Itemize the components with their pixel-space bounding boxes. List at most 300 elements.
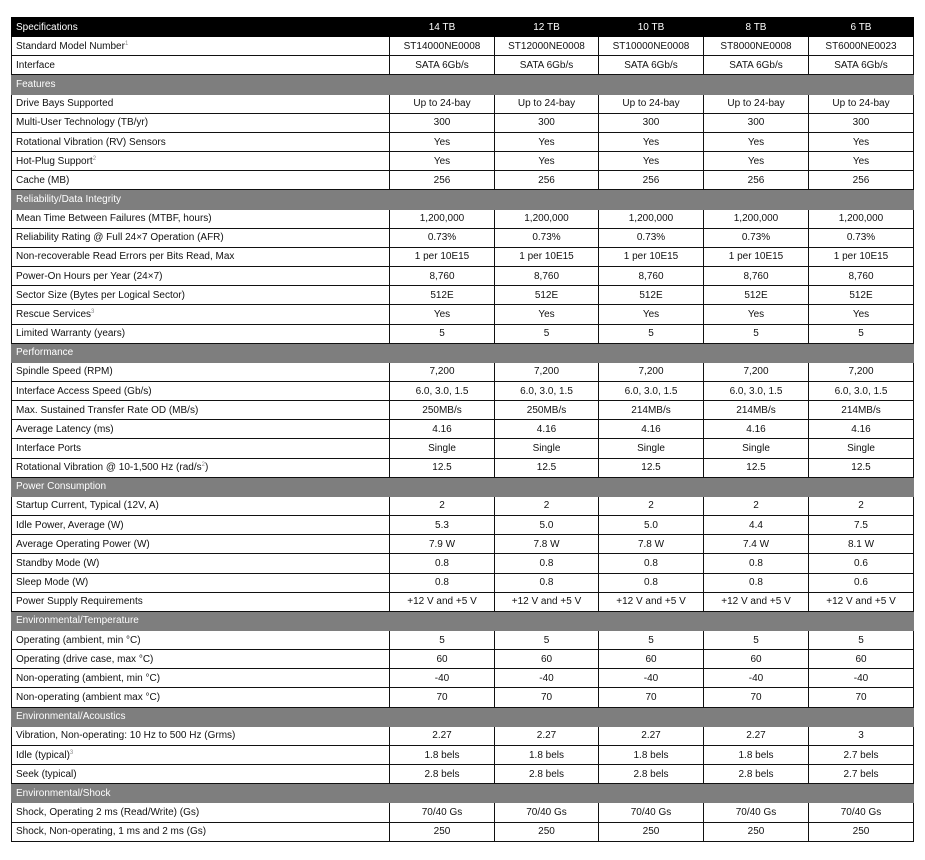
section-title: Features: [12, 75, 390, 94]
spec-value: 214MB/s: [704, 401, 809, 420]
spec-value: -40: [390, 669, 495, 688]
spec-value: +12 V and +5 V: [390, 592, 495, 611]
spec-value: 12.5: [704, 458, 809, 477]
spec-value: Single: [599, 439, 704, 458]
section-spacer: [809, 611, 914, 630]
spec-row: [12, 496, 914, 515]
section-spacer: [599, 707, 704, 726]
spec-label: Power-On Hours per Year (24×7): [16, 270, 163, 282]
spec-value: ST8000NE0008: [704, 37, 809, 56]
spec-row: [12, 765, 914, 784]
spec-value: SATA 6Gb/s: [704, 56, 809, 75]
spec-label-cell: [12, 113, 390, 132]
spec-label: Non-operating (ambient, min °C): [16, 672, 161, 684]
section-spacer: [704, 611, 809, 630]
spec-value: -40: [495, 669, 599, 688]
spec-label-cell: [12, 765, 390, 784]
section-spacer: [704, 707, 809, 726]
spec-label: Vibration, Non-operating: 10 Hz to 500 Hz (Grms): [16, 730, 236, 742]
spec-value: 70: [809, 688, 914, 707]
spec-value: 250MB/s: [495, 401, 599, 420]
spec-value: 5: [704, 324, 809, 343]
spec-table: [11, 17, 914, 842]
spec-value: 0.73%: [704, 228, 809, 247]
spec-label-cell: [12, 132, 390, 151]
section-spacer: [495, 477, 599, 496]
spec-value: Up to 24-bay: [809, 94, 914, 113]
section-spacer: [390, 75, 495, 94]
spec-value: Yes: [809, 132, 914, 151]
section-spacer: [809, 75, 914, 94]
spec-label: Average Operating Power (W): [16, 538, 150, 550]
spec-value: 6.0, 3.0, 1.5: [390, 381, 495, 400]
spec-value: 3: [809, 726, 914, 745]
spec-value: 1,200,000: [390, 209, 495, 228]
spec-label-cell: [12, 171, 390, 190]
spec-label-cell: [12, 228, 390, 247]
spec-row: [12, 803, 914, 822]
spec-value: 0.73%: [390, 228, 495, 247]
spec-value: 0.8: [495, 554, 599, 573]
section-row: [12, 611, 914, 630]
spec-value: Single: [809, 439, 914, 458]
spec-value: 512E: [495, 286, 599, 305]
spec-value: ST6000NE0023: [809, 37, 914, 56]
spec-label: Idle (typical): [16, 749, 70, 761]
spec-row: [12, 631, 914, 650]
spec-value: 2.7 bels: [809, 765, 914, 784]
spec-label: Drive Bays Supported: [16, 98, 114, 110]
spec-row: [12, 401, 914, 420]
spec-value: 5: [495, 324, 599, 343]
spec-value: 0.8: [495, 573, 599, 592]
spec-value: 12.5: [390, 458, 495, 477]
spec-value: 5: [809, 631, 914, 650]
spec-value: 2.27: [495, 726, 599, 745]
spec-value: 5: [495, 631, 599, 650]
spec-row: [12, 726, 914, 745]
spec-value: 5: [809, 324, 914, 343]
spec-value: 300: [390, 113, 495, 132]
spec-value: 512E: [390, 286, 495, 305]
spec-value: 8,760: [495, 267, 599, 286]
spec-label-cell: [12, 592, 390, 611]
spec-value: Yes: [495, 132, 599, 151]
spec-label-cell: [12, 458, 390, 477]
spec-value: 2.7 bels: [809, 745, 914, 764]
section-row: [12, 190, 914, 209]
spec-value: 4.16: [599, 420, 704, 439]
spec-value: +12 V and +5 V: [599, 592, 704, 611]
footnote-marker: 3: [91, 308, 95, 315]
spec-label-cell: [12, 573, 390, 592]
spec-value: 0.8: [704, 573, 809, 592]
spec-value: 0.6: [809, 573, 914, 592]
capacity-header: 10 TB: [599, 18, 704, 37]
spec-value: 2: [390, 496, 495, 515]
spec-value: Up to 24-bay: [390, 94, 495, 113]
spec-value: 8,760: [599, 267, 704, 286]
spec-label: Max. Sustained Transfer Rate OD (MB/s): [16, 404, 199, 416]
spec-value: 250: [704, 822, 809, 841]
spec-row: [12, 171, 914, 190]
spec-value: ST10000NE0008: [599, 37, 704, 56]
spec-row: [12, 37, 914, 56]
spec-value: 7.4 W: [704, 535, 809, 554]
spec-value: 256: [704, 171, 809, 190]
spec-value: 12.5: [809, 458, 914, 477]
section-spacer: [704, 190, 809, 209]
spec-value: +12 V and +5 V: [704, 592, 809, 611]
spec-value: 6.0, 3.0, 1.5: [599, 381, 704, 400]
spec-value: 256: [390, 171, 495, 190]
spec-value: Yes: [495, 305, 599, 324]
section-row: [12, 707, 914, 726]
spec-value: 60: [704, 650, 809, 669]
spec-value: Yes: [704, 152, 809, 171]
spec-value: 250: [809, 822, 914, 841]
spec-value: 5: [599, 324, 704, 343]
spec-value: 7,200: [390, 362, 495, 381]
spec-value: 7.9 W: [390, 535, 495, 554]
spec-value: +12 V and +5 V: [495, 592, 599, 611]
spec-value: 5: [704, 631, 809, 650]
section-spacer: [495, 707, 599, 726]
spec-row: [12, 650, 914, 669]
spec-value: Yes: [599, 305, 704, 324]
spec-value: 250MB/s: [390, 401, 495, 420]
spec-label: Rotational Vibration (RV) Sensors: [16, 136, 166, 148]
section-spacer: [390, 784, 495, 803]
spec-value: 4.4: [704, 516, 809, 535]
spec-label: Rescue Services: [16, 308, 92, 320]
spec-value: 7,200: [495, 362, 599, 381]
spec-label: Operating (drive case, max °C): [16, 653, 154, 665]
spec-row: [12, 228, 914, 247]
spec-row: [12, 113, 914, 132]
spec-value: 5.0: [599, 516, 704, 535]
spec-label-cell: [12, 631, 390, 650]
spec-row: [12, 56, 914, 75]
spec-value: 1 per 10E15: [809, 247, 914, 266]
spec-label: Multi-User Technology (TB/yr): [16, 117, 149, 129]
spec-value: 60: [809, 650, 914, 669]
spec-value: Yes: [390, 305, 495, 324]
section-row: [12, 343, 914, 362]
spec-label: Shock, Non-operating, 1 ms and 2 ms (Gs): [16, 826, 207, 838]
spec-label-cell: [12, 554, 390, 573]
spec-value: Yes: [390, 152, 495, 171]
spec-value: 2.8 bels: [495, 765, 599, 784]
spec-value: 60: [390, 650, 495, 669]
spec-value: 1,200,000: [704, 209, 809, 228]
spec-value: Yes: [704, 132, 809, 151]
spec-value: SATA 6Gb/s: [390, 56, 495, 75]
spec-row: [12, 305, 914, 324]
spec-row: [12, 132, 914, 151]
spec-value: Up to 24-bay: [704, 94, 809, 113]
spec-value: 2: [599, 496, 704, 515]
spec-row: [12, 420, 914, 439]
spec-value: 5.3: [390, 516, 495, 535]
spec-value: 0.73%: [599, 228, 704, 247]
spec-row: [12, 286, 914, 305]
spec-label-cell: [12, 650, 390, 669]
spec-value: 7,200: [809, 362, 914, 381]
spec-label: Limited Warranty (years): [16, 328, 126, 340]
spec-value: 0.73%: [809, 228, 914, 247]
spec-value: 7.5: [809, 516, 914, 535]
spec-value: 7.8 W: [599, 535, 704, 554]
spec-value: 250: [599, 822, 704, 841]
spec-value: 8.1 W: [809, 535, 914, 554]
spec-value: 70: [704, 688, 809, 707]
spec-label: Average Latency (ms): [16, 423, 114, 435]
spec-value: Yes: [704, 305, 809, 324]
spec-value: 70/40 Gs: [495, 803, 599, 822]
section-spacer: [495, 75, 599, 94]
spec-value: Yes: [809, 305, 914, 324]
section-spacer: [704, 477, 809, 496]
section-spacer: [599, 75, 704, 94]
spec-label-cell: [12, 381, 390, 400]
spec-value: 0.6: [809, 554, 914, 573]
spec-value: Yes: [599, 132, 704, 151]
spec-value: 1.8 bels: [390, 745, 495, 764]
spec-value: 2.8 bels: [704, 765, 809, 784]
spec-value: 250: [495, 822, 599, 841]
spec-value: -40: [599, 669, 704, 688]
section-title: Environmental/Acoustics: [12, 707, 390, 726]
spec-row: [12, 745, 914, 764]
spec-row: [12, 362, 914, 381]
spec-value: Yes: [495, 152, 599, 171]
section-title: Power Consumption: [12, 477, 390, 496]
section-spacer: [599, 611, 704, 630]
spec-value: 256: [599, 171, 704, 190]
spec-value: 1,200,000: [809, 209, 914, 228]
spec-value: 300: [495, 113, 599, 132]
spec-value: Single: [704, 439, 809, 458]
section-spacer: [704, 784, 809, 803]
header-label: Specifications: [12, 18, 390, 37]
spec-value: SATA 6Gb/s: [809, 56, 914, 75]
spec-value: 2: [809, 496, 914, 515]
section-spacer: [390, 190, 495, 209]
spec-value: SATA 6Gb/s: [599, 56, 704, 75]
spec-value: 4.16: [809, 420, 914, 439]
spec-label-cell: [12, 362, 390, 381]
section-spacer: [809, 343, 914, 362]
footnote-marker: 1: [124, 40, 129, 47]
spec-value: ST14000NE0008: [390, 37, 495, 56]
spec-value: SATA 6Gb/s: [495, 56, 599, 75]
spec-label-cell: [12, 401, 390, 420]
spec-value: Single: [390, 439, 495, 458]
spec-value: 1,200,000: [599, 209, 704, 228]
spec-value: 70/40 Gs: [809, 803, 914, 822]
spec-label-cell: [12, 420, 390, 439]
section-spacer: [495, 343, 599, 362]
spec-label: Non-recoverable Read Errors per Bits Read, Max: [16, 251, 235, 263]
section-spacer: [390, 477, 495, 496]
section-spacer: [704, 343, 809, 362]
spec-value: 2: [704, 496, 809, 515]
section-spacer: [599, 190, 704, 209]
section-spacer: [495, 784, 599, 803]
spec-row: [12, 573, 914, 592]
spec-value: 512E: [599, 286, 704, 305]
section-spacer: [599, 343, 704, 362]
spec-value: 1 per 10E15: [495, 247, 599, 266]
spec-value: 0.73%: [495, 228, 599, 247]
spec-value: 70/40 Gs: [704, 803, 809, 822]
spec-value: -40: [704, 669, 809, 688]
spec-value: 0.8: [390, 554, 495, 573]
section-spacer: [495, 611, 599, 630]
spec-value: 6.0, 3.0, 1.5: [809, 381, 914, 400]
spec-value: Single: [495, 439, 599, 458]
spec-row: [12, 439, 914, 458]
spec-label: Shock, Operating 2 ms (Read/Write) (Gs): [16, 806, 200, 818]
spec-label-cell: [12, 669, 390, 688]
spec-value: 0.8: [704, 554, 809, 573]
spec-row: [12, 152, 914, 171]
spec-row: [12, 669, 914, 688]
spec-value: 1 per 10E15: [704, 247, 809, 266]
section-spacer: [390, 343, 495, 362]
section-spacer: [599, 477, 704, 496]
spec-value: 70: [495, 688, 599, 707]
spec-label-cell: [12, 305, 390, 324]
spec-value: 60: [599, 650, 704, 669]
spec-value: 5: [390, 631, 495, 650]
spec-label: Mean Time Between Failures (MTBF, hours): [16, 213, 212, 225]
spec-label-cell: [12, 324, 390, 343]
capacity-header: 6 TB: [809, 18, 914, 37]
spec-label: Sleep Mode (W): [16, 577, 89, 589]
section-spacer: [809, 190, 914, 209]
spec-value: 60: [495, 650, 599, 669]
spec-label: Reliability Rating @ Full 24×7 Operation (AFR): [16, 232, 224, 244]
spec-value: 4.16: [495, 420, 599, 439]
spec-value: 1,200,000: [495, 209, 599, 228]
spec-row: [12, 688, 914, 707]
section-title: Reliability/Data Integrity: [12, 190, 390, 209]
section-spacer: [809, 477, 914, 496]
section-spacer: [495, 190, 599, 209]
spec-value: 4.16: [390, 420, 495, 439]
header-row: [12, 18, 914, 37]
spec-row: [12, 592, 914, 611]
spec-row: [12, 381, 914, 400]
footnote-marker: 3: [69, 749, 74, 756]
capacity-header: 14 TB: [390, 18, 495, 37]
section-spacer: [599, 784, 704, 803]
section-title: Environmental/Temperature: [12, 611, 390, 630]
spec-value: 1 per 10E15: [599, 247, 704, 266]
section-row: [12, 75, 914, 94]
spec-label-cell: [12, 496, 390, 515]
spec-label: Seek (typical): [16, 768, 77, 780]
spec-value: 5: [390, 324, 495, 343]
spec-value: Up to 24-bay: [495, 94, 599, 113]
spec-value: 70/40 Gs: [599, 803, 704, 822]
section-spacer: [809, 707, 914, 726]
spec-value: 8,760: [704, 267, 809, 286]
spec-label-cell: [12, 56, 390, 75]
spec-value: 8,760: [390, 267, 495, 286]
spec-label-cell: [12, 152, 390, 171]
spec-row: [12, 209, 914, 228]
spec-value: 2.8 bels: [599, 765, 704, 784]
spec-row: [12, 516, 914, 535]
spec-label: Non-operating (ambient max °C): [16, 692, 161, 704]
spec-value: 300: [704, 113, 809, 132]
spec-value: +12 V and +5 V: [809, 592, 914, 611]
section-title: Performance: [12, 343, 390, 362]
spec-row: [12, 267, 914, 286]
footnote-marker: 2: [201, 462, 205, 469]
spec-value: 7,200: [599, 362, 704, 381]
spec-value: 512E: [704, 286, 809, 305]
spec-value: 70/40 Gs: [390, 803, 495, 822]
spec-value: Yes: [390, 132, 495, 151]
spec-value: 6.0, 3.0, 1.5: [704, 381, 809, 400]
spec-value: 1.8 bels: [704, 745, 809, 764]
section-spacer: [704, 75, 809, 94]
spec-label-cell: [12, 688, 390, 707]
spec-label: Operating (ambient, min °C): [16, 634, 141, 646]
spec-value: Yes: [809, 152, 914, 171]
spec-label: Interface Ports: [16, 443, 82, 455]
spec-row: [12, 247, 914, 266]
spec-value: 214MB/s: [599, 401, 704, 420]
spec-row: [12, 822, 914, 841]
spec-value: 2.27: [704, 726, 809, 745]
spec-label-cell: [12, 37, 390, 56]
spec-label-cell: [12, 535, 390, 554]
spec-value: 1.8 bels: [495, 745, 599, 764]
spec-label-suffix: ): [204, 462, 209, 474]
spec-value: 1 per 10E15: [390, 247, 495, 266]
spec-label: Interface: [16, 59, 55, 71]
spec-value: 256: [495, 171, 599, 190]
spec-value: 2.27: [599, 726, 704, 745]
spec-value: 8,760: [809, 267, 914, 286]
spec-value: 300: [599, 113, 704, 132]
spec-value: Yes: [599, 152, 704, 171]
section-row: [12, 784, 914, 803]
capacity-header: 8 TB: [704, 18, 809, 37]
spec-row: [12, 94, 914, 113]
footnote-marker: 2: [92, 155, 97, 162]
spec-label-cell: [12, 267, 390, 286]
spec-label: Spindle Speed (RPM): [16, 366, 113, 378]
spec-value: 12.5: [495, 458, 599, 477]
spec-label-cell: [12, 286, 390, 305]
spec-label-cell: [12, 726, 390, 745]
spec-value: 4.16: [704, 420, 809, 439]
spec-label-cell: [12, 247, 390, 266]
spec-value: 2.8 bels: [390, 765, 495, 784]
spec-row: [12, 324, 914, 343]
section-spacer: [809, 784, 914, 803]
spec-value: 0.8: [599, 554, 704, 573]
spec-row: [12, 554, 914, 573]
spec-label: Sector Size (Bytes per Logical Sector): [16, 289, 185, 301]
spec-label-cell: [12, 822, 390, 841]
